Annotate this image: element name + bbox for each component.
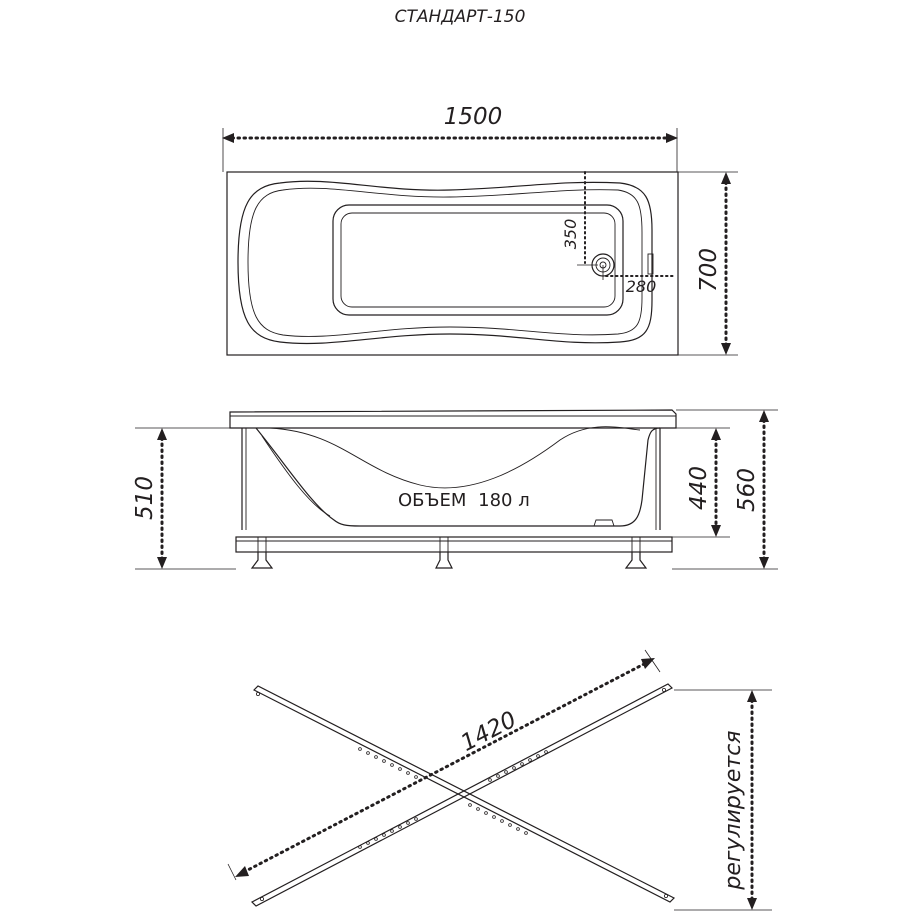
water-line xyxy=(270,427,640,488)
width-dimension xyxy=(678,172,738,355)
adjustable-label: регулируется xyxy=(721,730,746,890)
drawing-title: СТАНДАРТ-150 xyxy=(394,7,526,27)
length-dimension xyxy=(222,104,678,172)
length-label: 1500 xyxy=(443,104,503,130)
side-bowl-profile xyxy=(256,428,660,526)
top-view xyxy=(222,104,738,355)
diagonal-dimension xyxy=(228,650,660,880)
frame-view xyxy=(228,650,772,910)
side-rim xyxy=(230,410,676,428)
frame-bar-2 xyxy=(252,684,672,906)
height-440-dimension xyxy=(686,428,721,537)
width-label: 700 xyxy=(696,248,722,292)
volume-label: ОБЪЕМ xyxy=(398,490,467,511)
diagonal-label: 1420 xyxy=(456,706,521,757)
height-510-dimension xyxy=(132,428,167,569)
side-view xyxy=(132,410,778,569)
height-440-label: 440 xyxy=(686,466,712,510)
frame-base xyxy=(236,537,672,552)
drain-offset-y-dimension xyxy=(561,172,598,265)
height-560-dimension xyxy=(734,410,769,569)
volume-text xyxy=(398,490,530,511)
adjustable-dimension xyxy=(674,690,772,910)
tub-rim-outline xyxy=(227,172,678,355)
frame-bar-1 xyxy=(254,686,674,902)
height-510-label: 510 xyxy=(132,476,158,520)
height-560-label: 560 xyxy=(734,468,760,512)
drain-offset-y-label: 350 xyxy=(561,218,580,250)
volume-value: 180 л xyxy=(478,490,530,511)
drain-offset-x-dimension xyxy=(603,265,676,296)
drain-offset-x-label: 280 xyxy=(625,277,657,296)
